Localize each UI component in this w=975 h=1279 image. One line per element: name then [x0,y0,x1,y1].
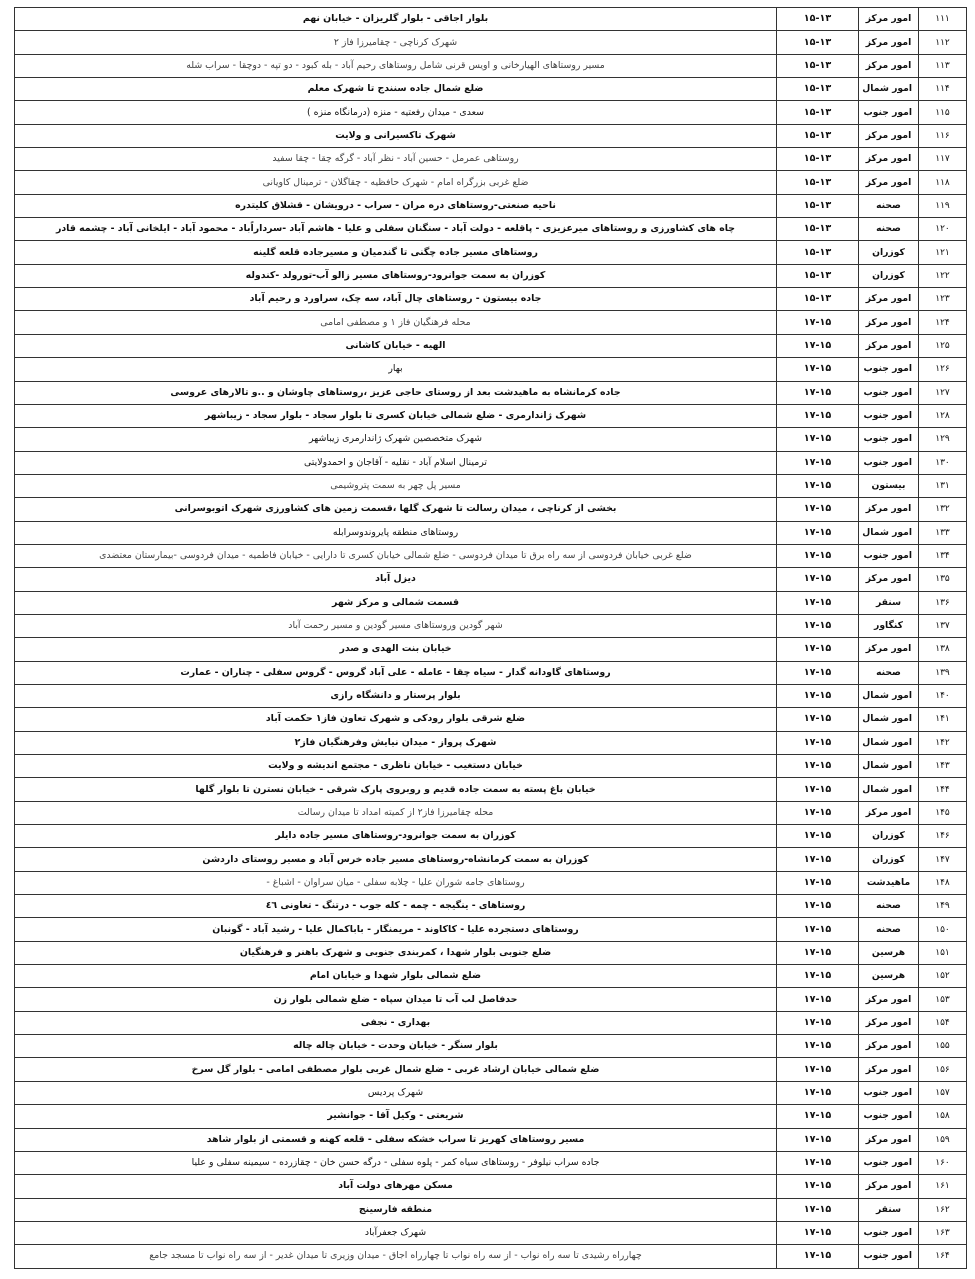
area-description-cell: ضلع غربی بزرگراه امام - شهرک حافظیه - چقاگلان - ترمینال کاویانی [15,171,777,194]
area-description-cell: ضلع غربی خیابان فردوسی از سه راه برق تا میدان فردوسی - ضلع شمالی خیابان کسری تا دارایی - خیابان فاطمیه - میدان فردوسی -بیمارستان معتضدی [15,544,777,567]
region-cell: امور جنوب [859,1105,919,1128]
row-number-cell: ۱۵۶ [919,1058,967,1081]
table-row [15,941,967,964]
table-row [15,474,967,497]
time-range-cell: ۱۷-۱۵ [777,1058,859,1081]
region-cell: امور جنوب [859,428,919,451]
time-range-cell: ۱۵-۱۳ [777,218,859,241]
table-row [15,311,967,334]
table-row [15,124,967,147]
row-number-cell: ۱۱۵ [919,101,967,124]
area-description-cell: شهرک جعفرآباد [15,1221,777,1244]
time-range-cell: ۱۷-۱۵ [777,918,859,941]
time-range-cell: ۱۷-۱۵ [777,965,859,988]
time-range-cell: ۱۷-۱۵ [777,428,859,451]
region-cell: صحنه [859,661,919,684]
region-cell: سنقر [859,1198,919,1221]
area-description-cell: شهرک متخصصین شهرک ژاندارمری زیباشهر [15,428,777,451]
outage-schedule-table [14,7,967,1269]
row-number-cell: ۱۶۴ [919,1245,967,1268]
region-cell: امور مرکز [859,801,919,824]
region-cell: صحنه [859,918,919,941]
region-cell: امور مرکز [859,1128,919,1151]
row-number-cell: ۱۴۵ [919,801,967,824]
table-row [15,591,967,614]
table-row [15,264,967,287]
area-description-cell: منطقه فارسینج [15,1198,777,1221]
row-number-cell: ۱۲۳ [919,288,967,311]
region-cell: امور مرکز [859,148,919,171]
table-row [15,638,967,661]
area-description-cell: الهیه - خیابان کاشانی [15,334,777,357]
table-row [15,778,967,801]
row-number-cell: ۱۱۹ [919,194,967,217]
row-number-cell: ۱۳۲ [919,498,967,521]
time-range-cell: ۱۷-۱۵ [777,591,859,614]
area-description-cell: محله چقامیرزا فاز۲ از کمیته امداد تا میدان رسالت [15,801,777,824]
table-row [15,241,967,264]
area-description-cell: بلوار پرستار و دانشگاه رازی [15,684,777,707]
area-description-cell: شهرک ژاندارمری - ضلع شمالی خیابان کسری تا بلوار سجاد - بلوار سجاد - زیباشهر [15,404,777,427]
table-row [15,568,967,591]
row-number-cell: ۱۲۶ [919,358,967,381]
region-cell: امور جنوب [859,1245,919,1268]
time-range-cell: ۱۷-۱۵ [777,1221,859,1244]
area-description-cell: شهرک پردیس [15,1081,777,1104]
area-description-cell: ضلع شمالی بلوار شهدا و خیابان امام [15,965,777,988]
row-number-cell: ۱۲۸ [919,404,967,427]
table-body [15,8,967,1269]
row-number-cell: ۱۲۲ [919,264,967,287]
region-cell: امور مرکز [859,334,919,357]
time-range-cell: ۱۵-۱۳ [777,8,859,31]
table-row [15,1128,967,1151]
table-row [15,1035,967,1058]
time-range-cell: ۱۷-۱۵ [777,895,859,918]
region-cell: امور شمال [859,78,919,101]
region-cell: امور مرکز [859,1011,919,1034]
region-cell: امور مرکز [859,1035,919,1058]
row-number-cell: ۱۵۷ [919,1081,967,1104]
area-description-cell: ضلع شمالی خیابان ارشاد غربی - ضلع شمال غربی بلوار مصطفی امامی - بلوار گل سرخ [15,1058,777,1081]
area-description-cell: ضلع شرقی بلوار رودکی و شهرک تعاون فاز۱ حکمت آباد [15,708,777,731]
area-description-cell: ضلع جنوبی بلوار شهدا ، کمربندی جنوبی و شهرک باهنر و فرهنگیان [15,941,777,964]
table-row [15,404,967,427]
row-number-cell: ۱۵۳ [919,988,967,1011]
table-row [15,8,967,31]
area-description-cell: محله فرهنگیان فاز ۱ و مصطفی امامی [15,311,777,334]
time-range-cell: ۱۷-۱۵ [777,848,859,871]
time-range-cell: ۱۷-۱۵ [777,778,859,801]
row-number-cell: ۱۶۳ [919,1221,967,1244]
area-description-cell: روستاهای مسیر جاده چگنی تا گندمیان و مسیرجاده قلعه گلینه [15,241,777,264]
row-number-cell: ۱۶۲ [919,1198,967,1221]
region-cell: امور مرکز [859,1175,919,1198]
region-cell: سنقر [859,591,919,614]
region-cell: کوزران [859,241,919,264]
table-row [15,381,967,404]
row-number-cell: ۱۳۴ [919,544,967,567]
region-cell: امور مرکز [859,124,919,147]
outage-schedule-sheet [14,7,966,1269]
table-row [15,965,967,988]
row-number-cell: ۱۴۰ [919,684,967,707]
table-row [15,918,967,941]
table-row [15,871,967,894]
region-cell: کوزران [859,825,919,848]
row-number-cell: ۱۱۸ [919,171,967,194]
region-cell: امور جنوب [859,358,919,381]
time-range-cell: ۱۵-۱۳ [777,241,859,264]
time-range-cell: ۱۷-۱۵ [777,708,859,731]
row-number-cell: ۱۱۱ [919,8,967,31]
table-row [15,755,967,778]
time-range-cell: ۱۵-۱۳ [777,264,859,287]
table-row [15,1245,967,1268]
row-number-cell: ۱۴۷ [919,848,967,871]
time-range-cell: ۱۷-۱۵ [777,614,859,637]
time-range-cell: ۱۵-۱۳ [777,54,859,77]
time-range-cell: ۱۵-۱۳ [777,148,859,171]
area-description-cell: شریعتی - وکیل آقا - جوانشیر [15,1105,777,1128]
row-number-cell: ۱۵۸ [919,1105,967,1128]
time-range-cell: ۱۷-۱۵ [777,358,859,381]
row-number-cell: ۱۱۳ [919,54,967,77]
time-range-cell: ۱۷-۱۵ [777,404,859,427]
table-row [15,1081,967,1104]
region-cell: امور جنوب [859,381,919,404]
region-cell: صحنه [859,895,919,918]
table-row [15,78,967,101]
region-cell: امور مرکز [859,988,919,1011]
region-cell: امور مرکز [859,638,919,661]
time-range-cell: ۱۷-۱۵ [777,801,859,824]
table-row [15,895,967,918]
row-number-cell: ۱۲۴ [919,311,967,334]
region-cell: امور شمال [859,731,919,754]
time-range-cell: ۱۷-۱۵ [777,941,859,964]
row-number-cell: ۱۴۱ [919,708,967,731]
area-description-cell: سعدی - میدان رفعتیه - منزه (درمانگاه منزه ) [15,101,777,124]
region-cell: امور جنوب [859,1081,919,1104]
time-range-cell: ۱۵-۱۳ [777,31,859,54]
time-range-cell: ۱۷-۱۵ [777,755,859,778]
row-number-cell: ۱۱۲ [919,31,967,54]
area-description-cell: مسکن مهرهای دولت آباد [15,1175,777,1198]
region-cell: امور شمال [859,755,919,778]
row-number-cell: ۱۲۰ [919,218,967,241]
area-description-cell: ضلع شمال جاده سنندج تا شهرک معلم [15,78,777,101]
row-number-cell: ۱۲۱ [919,241,967,264]
table-row [15,218,967,241]
row-number-cell: ۱۴۴ [919,778,967,801]
time-range-cell: ۱۷-۱۵ [777,334,859,357]
time-range-cell: ۱۷-۱۵ [777,1128,859,1151]
region-cell: امور جنوب [859,404,919,427]
region-cell: هرسین [859,965,919,988]
table-row [15,31,967,54]
area-description-cell: بخشی از کرناچی ، میدان رسالت تا شهرک گلها ،قسمت زمین های کشاورزی شهرک اتوبوسرانی [15,498,777,521]
area-description-cell: روستاهای جامه شوران علیا - چلابه سفلی - میان سراوان - اشباغ - [15,871,777,894]
table-row [15,148,967,171]
region-cell: امور مرکز [859,568,919,591]
table-row [15,1011,967,1034]
table-row [15,801,967,824]
area-description-cell: روستاهای منطقه پایروندوسرابله [15,521,777,544]
row-number-cell: ۱۱۴ [919,78,967,101]
table-row [15,731,967,754]
table-row [15,684,967,707]
time-range-cell: ۱۷-۱۵ [777,451,859,474]
table-row [15,358,967,381]
time-range-cell: ۱۷-۱۵ [777,638,859,661]
time-range-cell: ۱۷-۱۵ [777,521,859,544]
time-range-cell: ۱۷-۱۵ [777,1011,859,1034]
area-description-cell: جاده بیستون - روستاهای چال آباد، سه چک، سراورد و رحیم آباد [15,288,777,311]
row-number-cell: ۱۶۱ [919,1175,967,1198]
table-row [15,614,967,637]
row-number-cell: ۱۴۸ [919,871,967,894]
area-description-cell: روستاهی عمرمل - حسین آباد - نظر آباد - گرگه چقا - چقا سفید [15,148,777,171]
area-description-cell: چهارراه رشیدی تا سه راه نواب - از سه راه نواب تا چهارراه اجاق - میدان وزیری تا میدان غدیر - از سه راه نواب تا مسجد جامع [15,1245,777,1268]
region-cell: بیستون [859,474,919,497]
region-cell: صحنه [859,218,919,241]
region-cell: امور مرکز [859,498,919,521]
time-range-cell: ۱۵-۱۳ [777,194,859,217]
area-description-cell: قسمت شمالی و مرکز شهر [15,591,777,614]
area-description-cell: کوزران به سمت کرمانشاه-روستاهای مسیر جاده خرس آباد و مسیر روستای داردشن [15,848,777,871]
table-row [15,1058,967,1081]
region-cell: امور مرکز [859,311,919,334]
row-number-cell: ۱۴۳ [919,755,967,778]
table-row [15,708,967,731]
table-row [15,1198,967,1221]
area-description-cell: خیابان باغ پسته به سمت جاده قدیم و روبروی پارک شرقی - خیابان نسترن تا بلوار گلها [15,778,777,801]
area-description-cell: بهداری - نجفی [15,1011,777,1034]
area-description-cell: ترمینال اسلام آباد - نقلیه - آقاجان و احمدولایتی [15,451,777,474]
row-number-cell: ۱۲۹ [919,428,967,451]
area-description-cell: ناحیه صنعتی-روستاهای دره مران - سراب - درویشان - قشلاق کلیتدره [15,194,777,217]
area-description-cell: شهر گودین وروستاهای مسیر گودین و مسیر رحمت آباد [15,614,777,637]
area-description-cell: دیزل آباد [15,568,777,591]
time-range-cell: ۱۷-۱۵ [777,1035,859,1058]
time-range-cell: ۱۷-۱۵ [777,661,859,684]
row-number-cell: ۱۴۲ [919,731,967,754]
time-range-cell: ۱۷-۱۵ [777,988,859,1011]
area-description-cell: بهار [15,358,777,381]
time-range-cell: ۱۷-۱۵ [777,474,859,497]
table-row [15,988,967,1011]
area-description-cell: شهرک تاکسیرانی و ولایت [15,124,777,147]
time-range-cell: ۱۷-۱۵ [777,731,859,754]
area-description-cell: بلوار اجاقی - بلوار گلریزان - خیابان نهم [15,8,777,31]
region-cell: امور جنوب [859,451,919,474]
table-row [15,1221,967,1244]
row-number-cell: ۱۴۶ [919,825,967,848]
row-number-cell: ۱۳۰ [919,451,967,474]
row-number-cell: ۱۳۵ [919,568,967,591]
time-range-cell: ۱۷-۱۵ [777,1151,859,1174]
row-number-cell: ۱۲۷ [919,381,967,404]
region-cell: امور شمال [859,684,919,707]
table-row [15,194,967,217]
area-description-cell: مسیر روستاهای کهریز تا سراب خشکه سفلی - قلعه کهنه و قسمتی از بلوار شاهد [15,1128,777,1151]
region-cell: امور مرکز [859,31,919,54]
row-number-cell: ۱۵۹ [919,1128,967,1151]
table-row [15,334,967,357]
area-description-cell: خیابان بنت الهدی و صدر [15,638,777,661]
row-number-cell: ۱۶۰ [919,1151,967,1174]
table-row [15,1105,967,1128]
region-cell: صحنه [859,194,919,217]
time-range-cell: ۱۷-۱۵ [777,684,859,707]
time-range-cell: ۱۷-۱۵ [777,1198,859,1221]
row-number-cell: ۱۲۵ [919,334,967,357]
table-row [15,1151,967,1174]
table-row [15,171,967,194]
time-range-cell: ۱۷-۱۵ [777,381,859,404]
area-description-cell: چاه های کشاورزی و روستاهای میرعزیزی - پاقلعه - دولت آباد - سنگنان سفلی و علیا - هاشم آباد -سرداراًباد - محمود آباد - ایلخانی آباد - چشمه قادر [15,218,777,241]
area-description-cell: جاده سراب نیلوفر - روستاهای سیاه کمر - پلوه سفلی - درگه حسن خان - چقازرده - سیمینه سفلی و علیا [15,1151,777,1174]
table-row [15,521,967,544]
time-range-cell: ۱۷-۱۵ [777,871,859,894]
time-range-cell: ۱۵-۱۳ [777,171,859,194]
table-row [15,288,967,311]
region-cell: هرسین [859,941,919,964]
row-number-cell: ۱۵۰ [919,918,967,941]
row-number-cell: ۱۵۵ [919,1035,967,1058]
time-range-cell: ۱۵-۱۳ [777,288,859,311]
row-number-cell: ۱۳۸ [919,638,967,661]
region-cell: امور جنوب [859,101,919,124]
table-row [15,661,967,684]
table-row [15,1175,967,1198]
row-number-cell: ۱۳۶ [919,591,967,614]
row-number-cell: ۱۴۹ [919,895,967,918]
time-range-cell: ۱۷-۱۵ [777,498,859,521]
table-row [15,825,967,848]
row-number-cell: ۱۵۴ [919,1011,967,1034]
area-description-cell: شهرک کرناچی - چقامیرزا فاز ۲ [15,31,777,54]
area-description-cell: روستاهای - ینگیجه - چمه - کله جوب - درتنگ - تعاونی ٤٦ [15,895,777,918]
row-number-cell: ۱۳۹ [919,661,967,684]
table-row [15,451,967,474]
area-description-cell: خیابان دستغیب - خیابان ناظری - مجتمع اندیشه و ولایت [15,755,777,778]
row-number-cell: ۱۳۳ [919,521,967,544]
time-range-cell: ۱۷-۱۵ [777,568,859,591]
table-row [15,101,967,124]
region-cell: ماهیدشت [859,871,919,894]
region-cell: امور مرکز [859,1058,919,1081]
region-cell: امور جنوب [859,544,919,567]
region-cell: امور شمال [859,521,919,544]
area-description-cell: مسیر پل چهر به سمت پتروشیمی [15,474,777,497]
region-cell: امور مرکز [859,288,919,311]
region-cell: امور مرکز [859,171,919,194]
table-row [15,428,967,451]
region-cell: امور مرکز [859,54,919,77]
row-number-cell: ۱۱۶ [919,124,967,147]
time-range-cell: ۱۷-۱۵ [777,544,859,567]
time-range-cell: ۱۷-۱۵ [777,1245,859,1268]
region-cell: امور شمال [859,778,919,801]
row-number-cell: ۱۱۷ [919,148,967,171]
area-description-cell: مسیر روستاهای الهیارخانی و اویس قرنی شامل روستاهای رحیم آباد - بله کبود - دو تپه - دوچقا - سراب شله [15,54,777,77]
time-range-cell: ۱۷-۱۵ [777,825,859,848]
area-description-cell: حدفاصل لب آب تا میدان سپاه - ضلع شمالی بلوار زن [15,988,777,1011]
time-range-cell: ۱۷-۱۵ [777,311,859,334]
table-row [15,544,967,567]
area-description-cell: کوزران به سمت جوانرود-روستاهای مسیر زالو آب-تورولد -کندوله [15,264,777,287]
time-range-cell: ۱۵-۱۳ [777,78,859,101]
area-description-cell: روستاهای گاودانه گدار - سیاه چقا - عامله - علی آباد گروس - گروس سفلی - چناران - عمارت [15,661,777,684]
table-row [15,848,967,871]
time-range-cell: ۱۷-۱۵ [777,1175,859,1198]
region-cell: امور جنوب [859,1151,919,1174]
row-number-cell: ۱۵۱ [919,941,967,964]
table-row [15,498,967,521]
area-description-cell: بلوار سنگر - خیابان وحدت - خیابان چاله چاله [15,1035,777,1058]
area-description-cell: روستاهای دستجرده علیا - کاکاوند - مریمنگار - باباکمال علیا - رشید آباد - گونبان [15,918,777,941]
region-cell: امور شمال [859,708,919,731]
area-description-cell: شهرک پرواز - میدان نیایش وفرهنگیان فاز۲ [15,731,777,754]
table-row [15,54,967,77]
region-cell: امور جنوب [859,1221,919,1244]
region-cell: کوزران [859,264,919,287]
row-number-cell: ۱۳۱ [919,474,967,497]
area-description-cell: جاده کرمانشاه به ماهیدشت بعد از روستای حاجی عزیز ،روستاهای چاوشان و ..و تالارهای عروسی [15,381,777,404]
region-cell: کنگاور [859,614,919,637]
area-description-cell: کوزران به سمت جوانرود-روستاهای مسیر جاده دایلر [15,825,777,848]
time-range-cell: ۱۵-۱۳ [777,101,859,124]
region-cell: کوزران [859,848,919,871]
region-cell: امور مرکز [859,8,919,31]
row-number-cell: ۱۵۲ [919,965,967,988]
time-range-cell: ۱۵-۱۳ [777,124,859,147]
time-range-cell: ۱۷-۱۵ [777,1081,859,1104]
time-range-cell: ۱۷-۱۵ [777,1105,859,1128]
row-number-cell: ۱۳۷ [919,614,967,637]
